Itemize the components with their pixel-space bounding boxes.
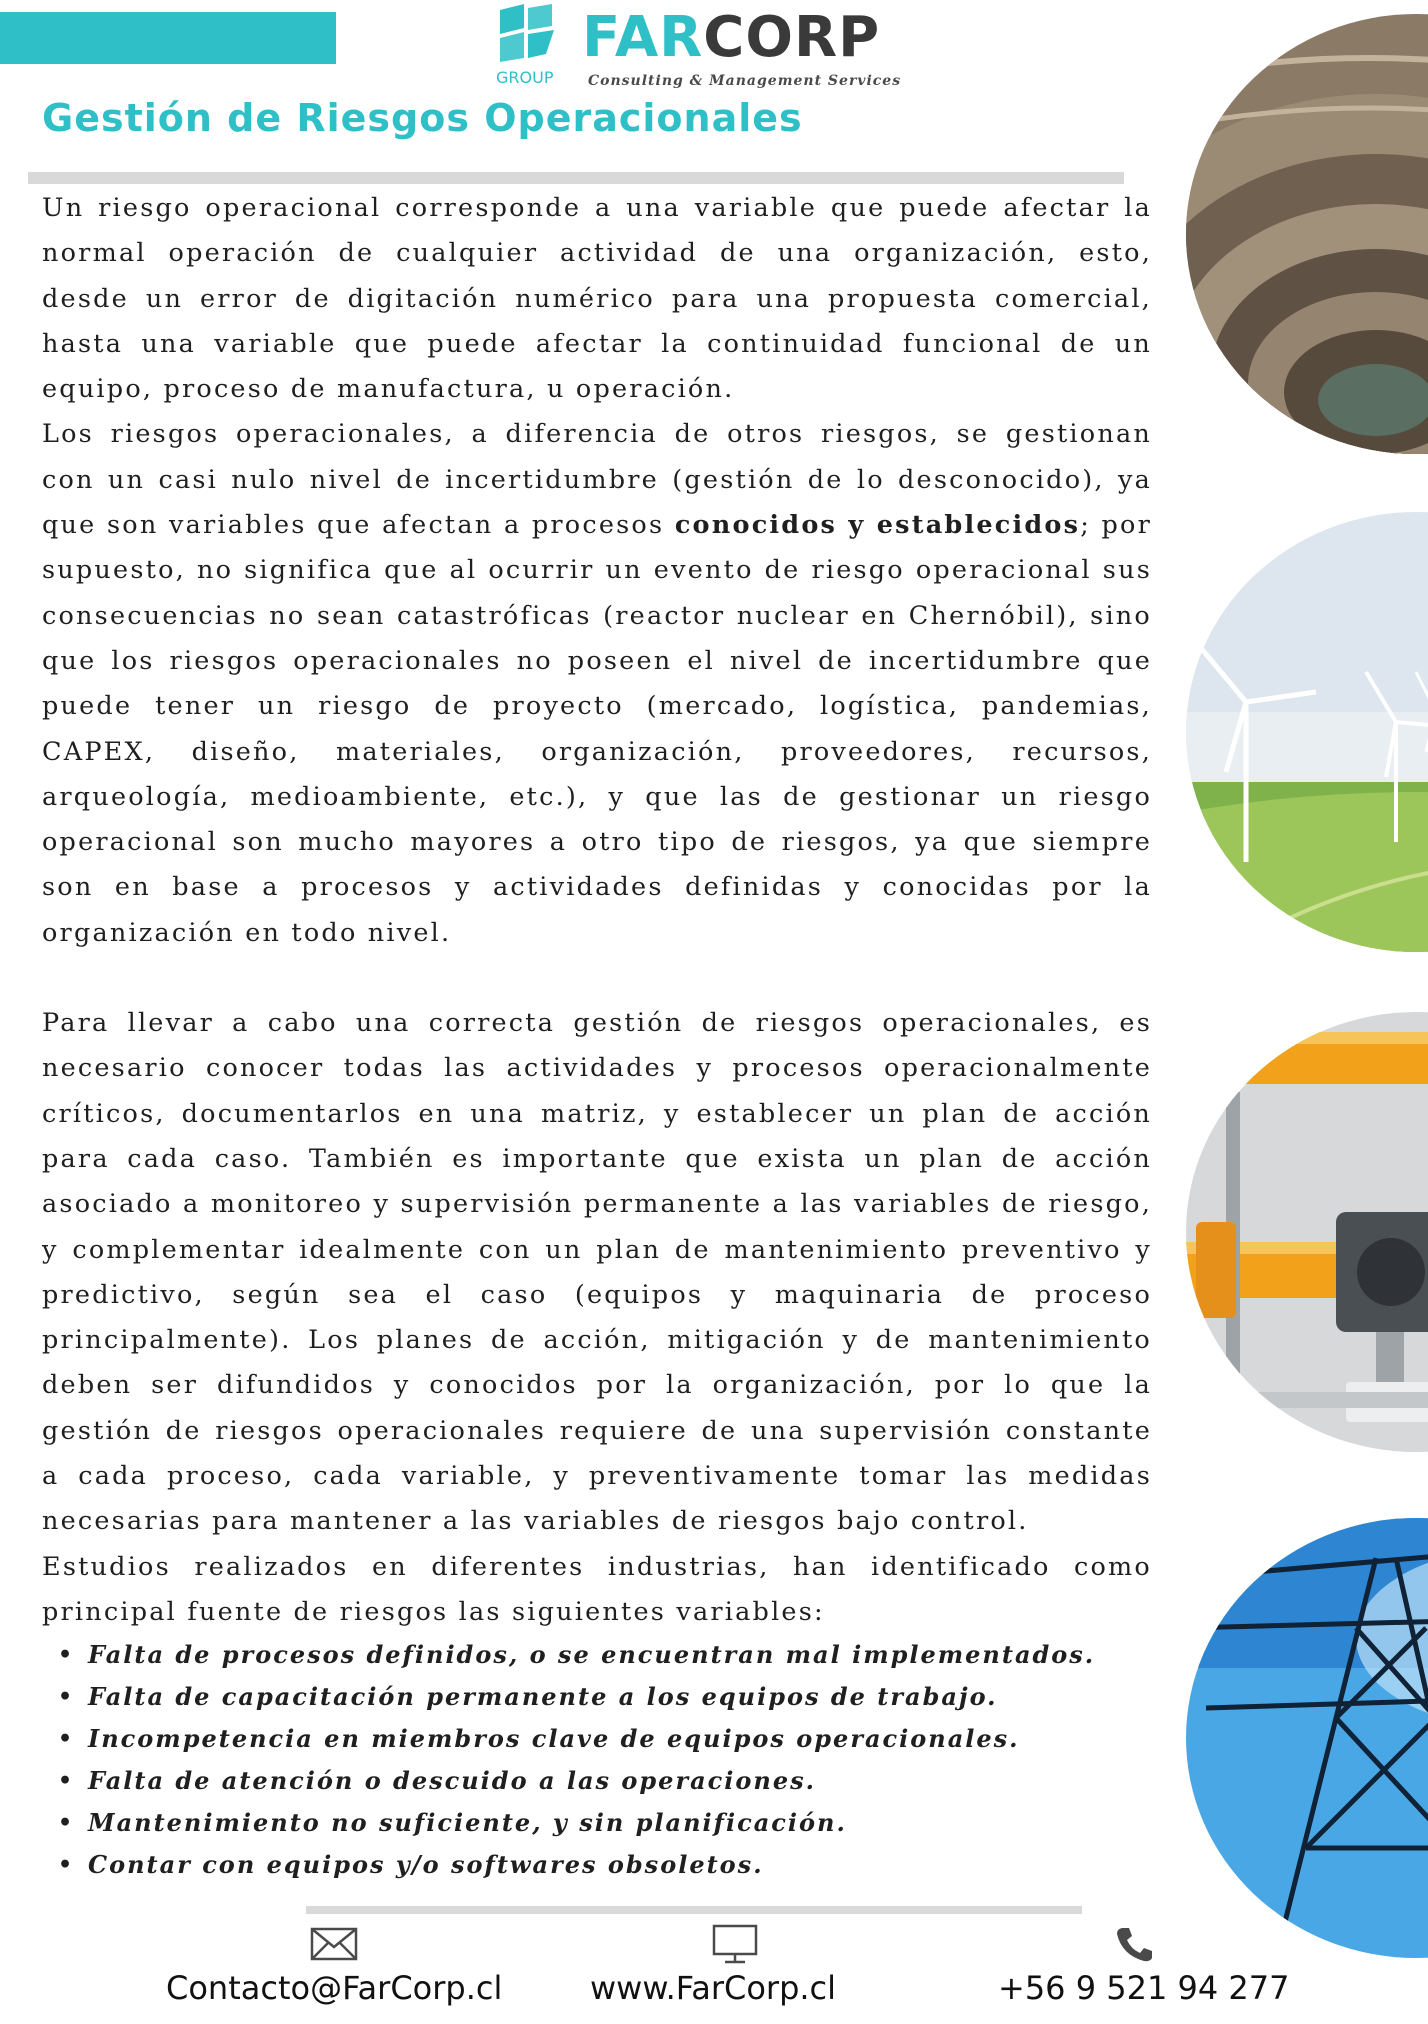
footer-divider xyxy=(306,1906,1082,1914)
farcorp-logo xyxy=(494,0,924,96)
brand-name-corp: CORP xyxy=(703,5,881,70)
open-pit-mine-photo xyxy=(1186,14,1428,454)
paragraph-2-text-a: Los riesgos operacionales, a diferencia de otros riesgos, se gestionan con un casi nulo nivel de incertidumbre (gestión de lo desconocido), ya que son variables que afectan a procesos xyxy=(42,419,1152,541)
website-link[interactable]: www.FarCorp.cl xyxy=(590,1969,837,2007)
title-divider xyxy=(28,172,1124,184)
phone-icon xyxy=(1114,1924,1154,1964)
brand-group: GROUP xyxy=(496,68,554,87)
paragraph-4: Estudios realizados en diferentes industrias, han identificado como principal fuente de riesgos las siguientes variables: xyxy=(42,1551,1152,1627)
list-item: • Falta de capacitación permanente a los equipos de trabajo. xyxy=(42,1676,1152,1718)
farcorp-logo-mark-icon xyxy=(494,4,566,64)
brand-tagline: Consulting & Management Services xyxy=(588,73,902,89)
paragraph-2 xyxy=(42,412,1152,956)
list-item: • Falta de atención o descuido a las operaciones. xyxy=(42,1760,1152,1802)
list-item: • Contar con equipos y/o softwares obsoletos. xyxy=(42,1844,1152,1886)
phone-number[interactable]: +56 9 521 94 277 xyxy=(998,1969,1290,2007)
paragraph-1: Un riesgo operacional corresponde a una variable que puede afectar la normal operación de cualquier actividad de una organización, esto, desde un error de digitación numérico para una propuesta comercial, hasta una variable que puede afectar la continuidad funcional de un equipo, proceso de manufactura, u operación. xyxy=(42,193,1152,405)
risk-sources-list xyxy=(42,1634,1152,1886)
gas-pipes-photo xyxy=(1186,1012,1428,1452)
paragraph-2-text-b: ; por supuesto, no significa que al ocurrir un evento de riesgo operacional sus consecuencias no sean catastróficas (reactor nuclear en Chernóbil), sino que los riesgos operacionales no poseen el nivel de incertidumbre que puede tener un riesgo de proyecto (mercado, logística, pandemias, CAPEX, diseño, materiales, organización, proveedores, recursos, arqueología, medioambiente, etc.), y que las de gestionar un riesgo operacional son mucho mayores a otro tipo de riesgos, ya que siempre son en base a procesos y actividades definidas y conocidas por la organización en todo nivel. xyxy=(42,510,1152,948)
paragraph-3: Para llevar a cabo una correcta gestión de riesgos operacionales, es necesario conocer todas las actividades y procesos operacionalmente críticos, documentarlos en una matriz, y establecer un plan de acción para cada caso. También es importante que exista un plan de acción asociado a monitoreo y supervisión permanente a las variables de riesgo, y complementar idealmente con un plan de mantenimiento preventivo y predictivo, según sea el caso (equipos y maquinaria de proceso principalmente). Los planes de acción, mitigación y de mantenimiento deben ser difundidos y conocidos por la organización, por lo que la gestión de riesgos operacionales requiere de una supervisión constante a cada proceso, cada variable, y preventivamente tomar las medidas necesarias para mantener a las variables de riesgos bajo control. xyxy=(42,1008,1152,1537)
paragraph-2-bold: conocidos y establecidos xyxy=(674,510,1081,541)
brand-name xyxy=(582,6,880,70)
monitor-icon xyxy=(712,1924,758,1964)
power-tower-photo xyxy=(1186,1518,1428,1958)
mail-icon xyxy=(310,1924,358,1964)
list-item: • Mantenimiento no suficiente, y sin planificación. xyxy=(42,1802,1152,1844)
list-item: • Falta de procesos definidos, o se encuentran mal implementados. xyxy=(42,1634,1152,1676)
brand-name-far: FAR xyxy=(582,5,704,70)
header-accent-bar xyxy=(0,12,336,64)
wind-turbines-photo xyxy=(1186,512,1428,952)
page-title: Gestión de Riesgos Operacionales xyxy=(42,96,803,140)
article-body xyxy=(42,186,1152,1635)
contact-email-link[interactable]: Contacto@FarCorp.cl xyxy=(166,1969,503,2007)
list-item: • Incompetencia en miembros clave de equipos operacionales. xyxy=(42,1718,1152,1760)
